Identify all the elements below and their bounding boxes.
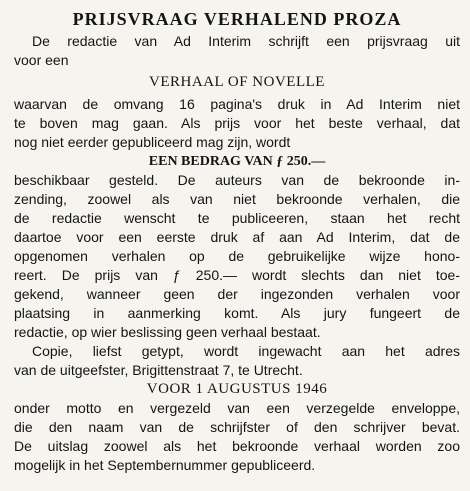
paragraph-motto bbox=[14, 399, 460, 475]
text-line: te boven mag gaan. Als prijs voor het beste verhaal, dat bbox=[14, 115, 460, 131]
text-line: nog niet eerder gepubliceerd mag zijn, wordt bbox=[14, 134, 291, 150]
text-line: van de uitgeefster, Brigittenstraat 7, te Utrecht. bbox=[14, 362, 303, 378]
text-line: reert. De prijs van ƒ 250.— wordt slechts dan niet toe- bbox=[14, 267, 460, 283]
prize-heading: EEN BEDRAG VAN ƒ 250.— bbox=[148, 154, 326, 169]
text-line: de redactie wenscht te publiceeren, staan het recht bbox=[14, 210, 460, 226]
text-line: waarvan de omvang 16 pagina's druk in Ad Interim niet bbox=[14, 96, 460, 112]
text-line: opgenomen verhalen op de gebruikelijke wijze hono- bbox=[14, 248, 460, 264]
paragraph-rules bbox=[14, 171, 460, 342]
text-line: zending, zoowel als van niet bekroonde verhalen, die bbox=[14, 191, 460, 207]
text-line: plaatsing in aanmerking komt. Als jury fungeert de bbox=[14, 305, 460, 321]
article-title: PRIJSVRAAG VERHALEND PROZA bbox=[72, 9, 402, 29]
text-line: gekend, wanneer geen der ingezonden verhalen voor bbox=[14, 286, 460, 302]
text-line: voor een bbox=[14, 52, 69, 68]
paragraph-intro bbox=[14, 32, 460, 70]
text-line: mogelijk in het Septembernummer gepubliceerd. bbox=[14, 457, 316, 473]
text-line: onder motto en vergezeld van een verzegelde enveloppe, bbox=[14, 400, 460, 416]
paragraph-submission bbox=[14, 342, 460, 380]
text-line: Copie, liefst getypt, wordt ingewacht aan het adres bbox=[32, 343, 460, 359]
text-line: De redactie van Ad Interim schrijft een prijsvraag uit bbox=[32, 33, 460, 49]
text-line: redactie, op wier beslissing geen verhaal bestaat. bbox=[14, 324, 321, 340]
deadline-heading: VOOR 1 AUGUSTUS 1946 bbox=[146, 381, 328, 397]
text-line: beschikbaar gesteld. De auteurs van de bekroonde in- bbox=[14, 172, 460, 188]
category-heading: VERHAAL OF NOVELLE bbox=[149, 74, 325, 90]
text-line: daartoe voor een eerste druk af aan Ad Interim, dat de bbox=[14, 229, 460, 245]
text-line: De uitslag zoowel als het bekroonde verhaal worden zoo bbox=[14, 438, 460, 454]
paragraph-scope bbox=[14, 95, 460, 152]
text-line: die den naam van de schrijfster of den schrijver bevat. bbox=[14, 419, 460, 435]
